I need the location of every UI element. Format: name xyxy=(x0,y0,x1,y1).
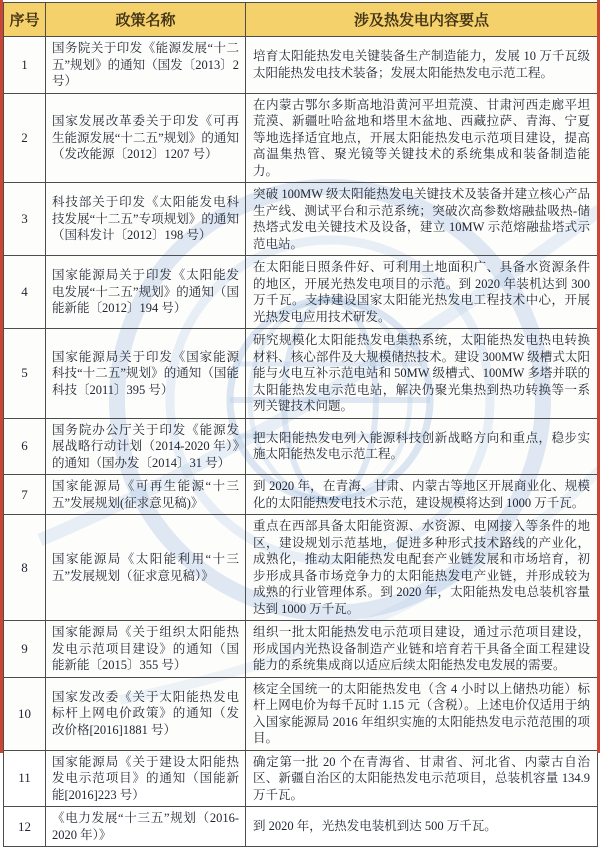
row-number-cell: 11 xyxy=(4,750,46,807)
policy-content-cell: 在内蒙古鄂尔多斯高地沿黄河平坦荒漠、甘肃河西走廊平坦荒漠、新疆吐哈盆地和塔里木盆地、西藏拉萨、青海、宁夏等地选择适宜地点，开展太阳能热发电示范项目建设，提高高温集热管、聚光镜等关键技术的系统集成和装备制造能力。 xyxy=(246,93,598,183)
policy-name-cell: 国家能源局关于印发《国家能源科技“十二五”规划》的通知（国能科技〔2011〕395 号） xyxy=(46,329,246,419)
policy-content-cell: 突破 100MW 级太阳能热发电关键技术及装备并建立核心产品生产线、测试平台和示范系统；突破次高参数熔融盐吸热-储热塔式发电关键技术及设备，建立 10MW 示范熔融盐塔式示范电站。 xyxy=(246,183,598,256)
policy-content-cell: 确定第一批 20 个在青海省、甘肃省、河北省、内蒙古自治区、新疆自治区的太阳能热发电示范项目，总装机容量 134.9 万千瓦。 xyxy=(246,750,598,807)
header-cell-content-points: 涉及热发电内容要点 xyxy=(246,3,598,37)
header-cell-index: 序号 xyxy=(4,3,46,37)
policy-content-cell: 组织一批太阳能热发电示范项目建设，通过示范项目建设，形成国内光热设备制造产业链和培育若干具备全面工程建设能力的系统集成商以适应后续太阳能热发电发展的需要。 xyxy=(246,621,598,678)
policy-table xyxy=(3,2,598,847)
table-row xyxy=(4,418,598,475)
table-row xyxy=(4,37,598,94)
policy-name-cell: 国家发改委《关于太阳能热发电标杆上网电价政策》的通知（发改价格[2016]1881 号） xyxy=(46,677,246,750)
table-row xyxy=(4,750,598,807)
policy-content-cell: 核定全国统一的太阳能热发电（含 4 小时以上储热功能）标杆上网电价为每千瓦时 1.15 元（含税）。上述电价仅适用于纳入国家能源局 2016 年组织实施的太阳能热发电示范范围的项目。 xyxy=(246,677,598,750)
policy-content-cell: 在太阳能日照条件好、可利用土地面积广、具备水资源条件的地区，开展光热发电项目的示范。到 2020 年装机达到 300 万千瓦。支持建设国家太阳能光热发电工程技术中心，开展光热发电应用技术研发。 xyxy=(246,256,598,329)
row-number-cell: 2 xyxy=(4,93,46,183)
table-row xyxy=(4,475,598,515)
table-row xyxy=(4,256,598,329)
policy-name-cell: 国家发展改革委关于印发《可再生能源发展“十二五”规划》的通知（发改能源〔2012〕1207 号） xyxy=(46,93,246,183)
policy-name-cell: 《电力发展“十三五”规划（2016-2020 年）》 xyxy=(46,807,246,847)
policy-name-cell: 国家能源局《关于建设太阳能热发电示范项目》的通知（国能新能[2016]223 号） xyxy=(46,750,246,807)
policy-content-cell: 把太阳能热发电列入能源科技创新战略方向和重点，稳步实施太阳能热发电示范工程。 xyxy=(246,418,598,475)
row-number-cell: 5 xyxy=(4,329,46,419)
policy-content-cell: 到 2020 年，在青海、甘肃、内蒙古等地区开展商业化、规模化的太阳能热发电技术示范，建设规模将达到 1000 万千瓦。 xyxy=(246,475,598,515)
table-row xyxy=(4,329,598,419)
row-number-cell: 1 xyxy=(4,37,46,94)
header-row xyxy=(4,3,598,37)
row-number-cell: 9 xyxy=(4,621,46,678)
policy-name-cell: 国务院办公厅关于印发《能源发展战略行动计划（2014-2020 年）》的通知（国办发〔2014〕31 号） xyxy=(46,418,246,475)
row-number-cell: 4 xyxy=(4,256,46,329)
policy-name-cell: 国务院关于印发《能源发展“十二五”规划》的通知（国发〔2013〕2 号） xyxy=(46,37,246,94)
policy-content-cell: 培育太阳能热发电关键装备生产制造能力，发展 10 万千瓦级太阳能热发电技术装备；发展太阳能热发电示范工程。 xyxy=(246,37,598,94)
policy-content-cell: 研究规模化太阳能热发电集热系统，太阳能热发电热电转换材料、核心部件及大规模储热技术。建设 300MW 级槽式太阳能与火电互补示范电站和 50MW 级槽式、100MW 多塔并联的太阳能热发电示范电站，解决仍聚光集热到热功转换等一系列关键技术问题。 xyxy=(246,329,598,419)
table-row xyxy=(4,93,598,183)
table-row xyxy=(4,183,598,256)
policy-name-cell: 国家能源局《可再生能源“十三五”发展规划(征求意见稿)》 xyxy=(46,475,246,515)
table-row xyxy=(4,515,598,621)
row-number-cell: 12 xyxy=(4,807,46,847)
row-number-cell: 3 xyxy=(4,183,46,256)
table-row xyxy=(4,621,598,678)
table-row xyxy=(4,677,598,750)
policy-name-cell: 国家能源局《关于组织太阳能热发电示范项目建设》的通知（国能新能〔2015〕355 号） xyxy=(46,621,246,678)
row-number-cell: 7 xyxy=(4,475,46,515)
policy-name-cell: 科技部关于印发《太阳能发电科技发展“十二五”专项规划》的通知（国科发计〔2012〕198 号） xyxy=(46,183,246,256)
policy-name-cell: 国家能源局《太阳能利用“十三五”发展规划（征求意见稿）》 xyxy=(46,515,246,621)
left-accent-border xyxy=(0,0,3,753)
row-number-cell: 10 xyxy=(4,677,46,750)
row-number-cell: 6 xyxy=(4,418,46,475)
header-cell-policy-name: 政策名称 xyxy=(46,3,246,37)
policy-content-cell: 重点在西部具备太阳能资源、水资源、电网接入等条件的地区，建设规划示范基地，促进多种形式技术路线的产业化，成熟化，推动太阳能热发电配套产业链发展和市场培育，初步形成具备市场竞争力的太阳能热发电产业链，并形成较为成熟的行业管理体系。到 2020 年，太阳能热发电总装机容量达到 1000 万千瓦。 xyxy=(246,515,598,621)
row-number-cell: 8 xyxy=(4,515,46,621)
table-row xyxy=(4,807,598,847)
policy-name-cell: 国家能源局关于印发《太阳能发电发展“十二五”规划》的通知（国能新能〔2012〕194 号） xyxy=(46,256,246,329)
policy-content-cell: 到 2020 年，光热发电装机到达 500 万千瓦。 xyxy=(246,807,598,847)
